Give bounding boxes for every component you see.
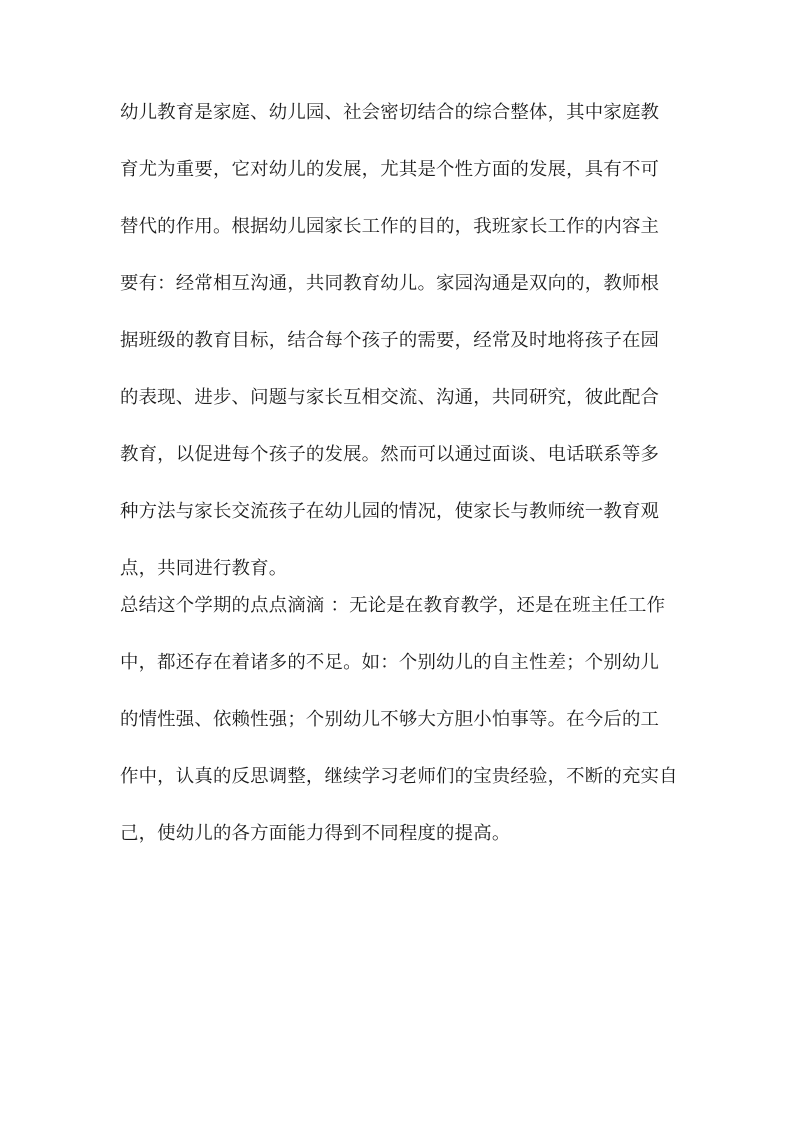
text-line: 育尤为重要，它对幼儿的发展，尤其是个性方面的发展，具有不可 [120,159,660,180]
text-line: 总结这个学期的点点滴滴 ：无论是在教育教学，还是在班主任工作 [120,595,666,616]
text-line: 的表现、进步、问题与家长互相交流、沟通，共同研究，彼此配合 [120,387,660,408]
text-line: 替代的作用。根据幼儿园家长工作的目的，我班家长工作的内容主 [120,216,660,237]
text-line: 己，使幼儿的各方面能力得到不同程度的提高。 [120,823,511,844]
text-line: 要有：经常相互沟通，共同教育幼儿。家园沟通是双向的，教师根 [120,273,660,294]
paragraph-semester-summary [120,597,680,843]
text-line: 教育，以促进每个孩子的发展。然而可以通过面谈、电话联系等多 [120,444,660,465]
text-line: 幼儿教育是家庭、幼儿园、社会密切结合的综合整体，其中家庭教 [120,102,660,123]
text-line: 作中，认真的反思调整，继续学习老师们的宝贵经验，不断的充实自 [120,766,678,787]
text-line: 种方法与家长交流孩子在幼儿园的情况，使家长与教师统一教育观 [120,501,660,522]
text-line: 的情性强、依赖性强；个别幼儿不够大方胆小怕事等。在今后的工 [120,709,660,730]
document-body [120,104,680,882]
text-line: 点，共同进行教育。 [120,558,288,579]
text-line: 中，都还存在着诸多的不足。如：个别幼儿的自主性差；个别幼儿 [120,652,660,673]
text-line: 据班级的教育目标，结合每个孩子的需要，经常及时地将孩子在园 [120,330,660,351]
paragraph-family-education [120,104,680,578]
